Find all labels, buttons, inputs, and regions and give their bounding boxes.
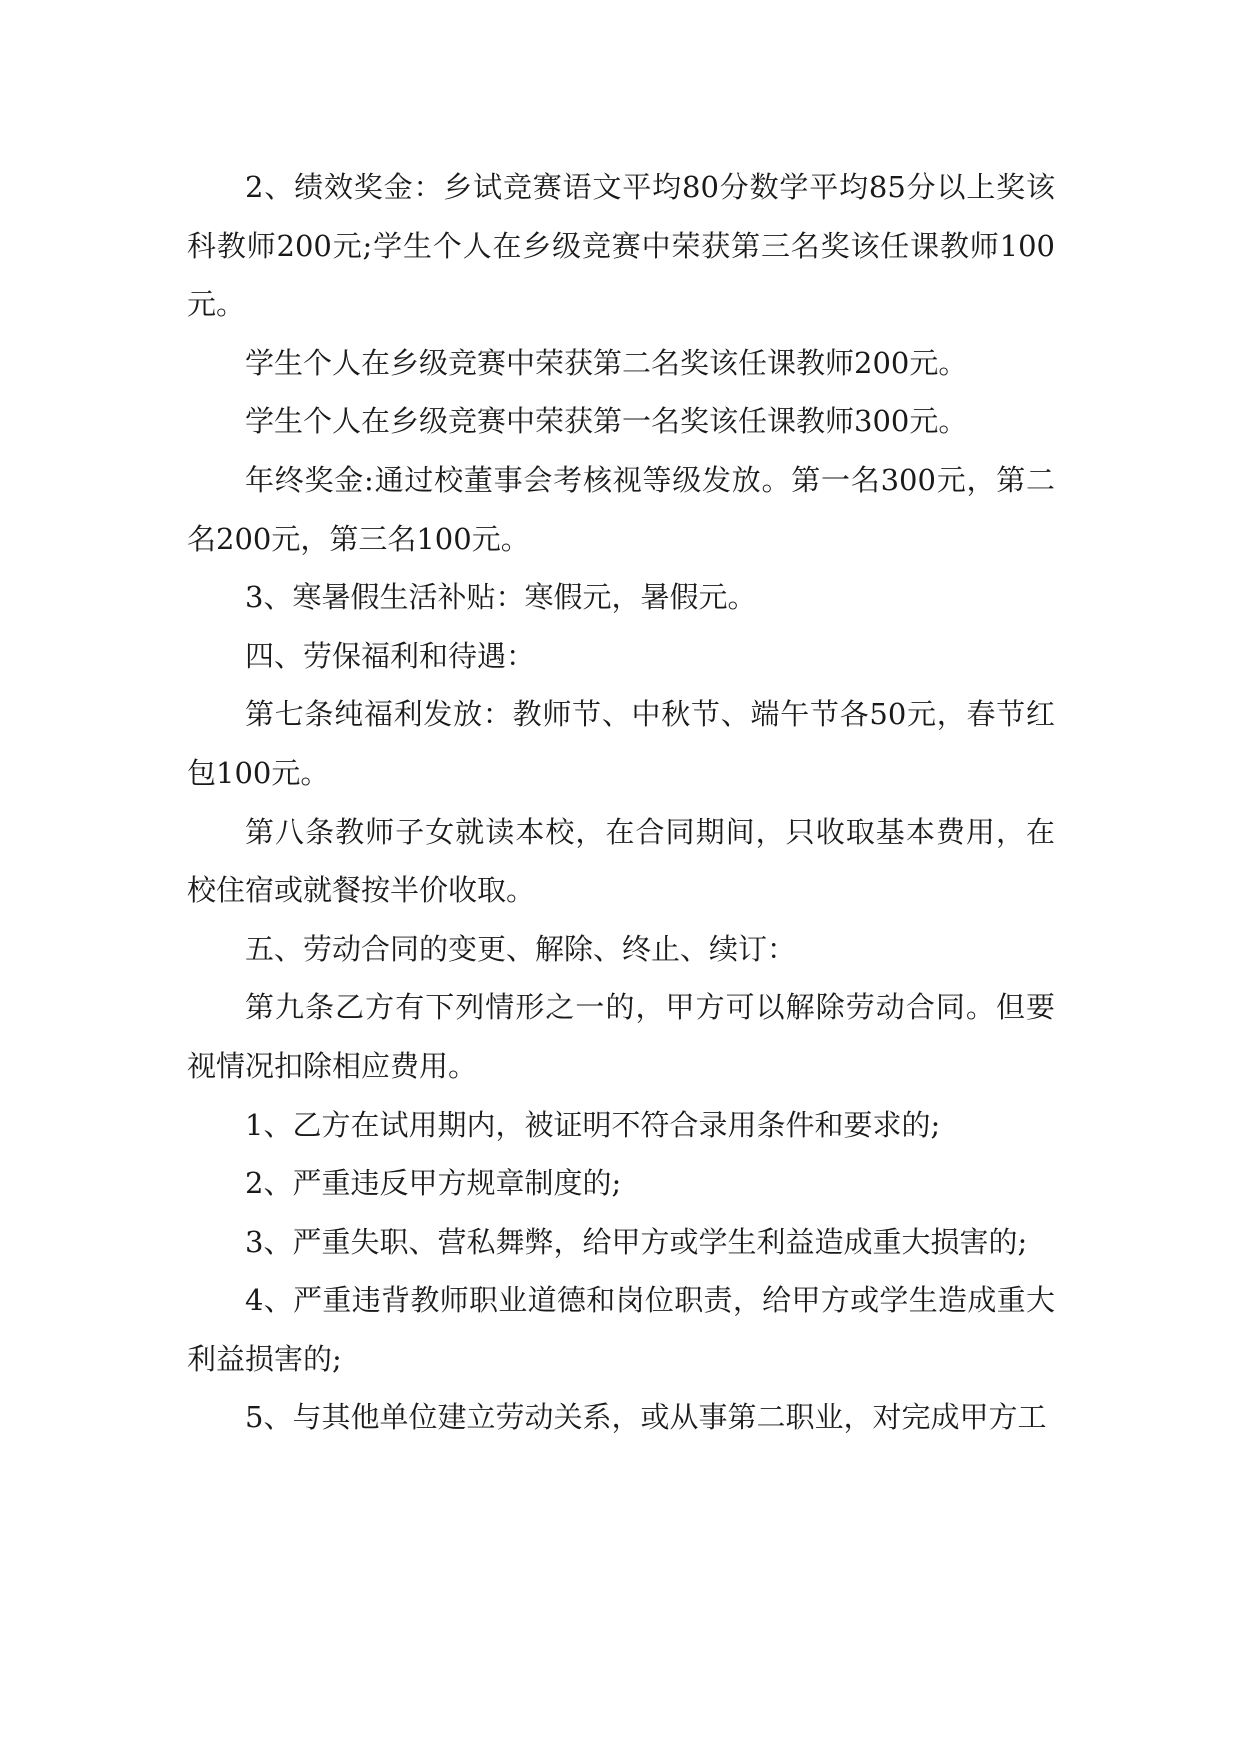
paragraph-article-nine: 第九条乙方有下列情形之一的，甲方可以解除劳动合同。但要视情况扣除相应费用。 xyxy=(187,990,1055,1083)
section-heading-welfare: 四、劳保福利和待遇： xyxy=(245,638,536,673)
list-item-rule-violation: 2、严重违反甲方规章制度的; xyxy=(245,1166,622,1201)
paragraph-performance-bonus: 2、绩效奖金：乡试竞赛语文平均80分数学平均85分以上奖该科教师200元;学生个人在乡级竞赛中荣获第三名奖该任课教师100元。 xyxy=(187,170,1055,322)
section-heading-contract-changes: 五、劳动合同的变更、解除、终止、续订： xyxy=(245,931,797,966)
paragraph-vacation-allowance: 3、寒暑假生活补贴：寒假元，暑假元。 xyxy=(245,580,757,615)
paragraph-first-place-award: 学生个人在乡级竞赛中荣获第一名奖该任课教师300元。 xyxy=(245,404,968,439)
paragraph-year-end-bonus: 年终奖金:通过校董事会考核视等级发放。第一名300元，第二名200元，第三名100元。 xyxy=(187,462,1055,556)
list-item-ethics-violation: 4、严重违背教师职业道德和岗位职责，给甲方或学生造成重大利益损害的; xyxy=(187,1283,1055,1376)
list-item-probation: 1、乙方在试用期内，被证明不符合录用条件和要求的; xyxy=(245,1107,941,1142)
list-item-dereliction: 3、严重失职、营私舞弊，给甲方或学生利益造成重大损害的; xyxy=(245,1224,1028,1259)
paragraph-article-eight: 第八条教师子女就读本校，在合同期间，只收取基本费用，在校住宿或就餐按半价收取。 xyxy=(187,814,1055,908)
paragraph-second-place-award: 学生个人在乡级竞赛中荣获第二名奖该任课教师200元。 xyxy=(245,345,968,380)
list-item-second-job: 5、与其他单位建立劳动关系，或从事第二职业，对完成甲方工 xyxy=(245,1400,1047,1435)
paragraph-article-seven: 第七条纯福利发放：教师节、中秋节、端午节各50元，春节红包100元。 xyxy=(187,697,1055,790)
document-body xyxy=(187,158,1055,1447)
